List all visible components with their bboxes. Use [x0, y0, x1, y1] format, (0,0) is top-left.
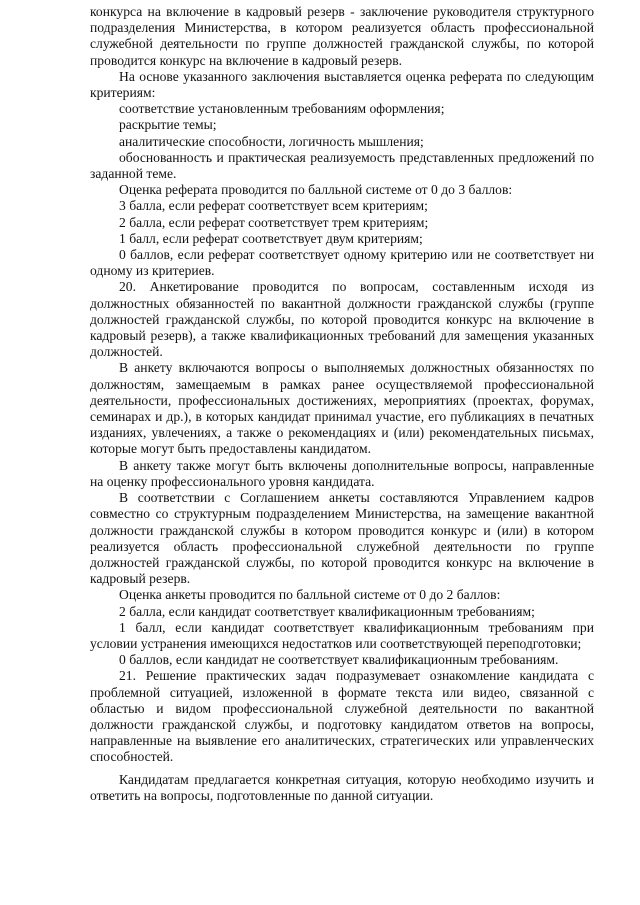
paragraph-assessment-basis: На основе указанного заключения выставляется оценка реферата по следующим критериям: [90, 68, 594, 101]
paragraph-section-20: 20. Анкетирование проводится по вопросам, составленным исходя из должностных обязанностей по вакантной должности гражданской службы (группе должностей гражданской службы, по которой проводится конкурс на включение в кадровый резерв), а также квалификационных требований для замещения указанных должностей. [90, 279, 594, 360]
document-page [90, 4, 594, 804]
score-item: 1 балл, если реферат соответствует двум критериям; [119, 230, 423, 246]
paragraph-questionnaire-content: В анкету включаются вопросы о выполняемых должностных обязанностях по должностям, замещаемым в рамках ранее осуществляемой профессиональной деятельности, профессиональных достижениях, мероприятиях (проектах, форумах, семинарах и др.), в которых кандидат принимал участие, его публикациях в печатных изданиях, увлечениях, а также о рекомендациях и (или) рекомендательных письмах, которые могут быть предоставлены кандидатом. [90, 360, 594, 457]
paragraph-situation: Кандидатам предлагается конкретная ситуация, которую необходимо изучить и ответить на вопросы, подготовленные по данной ситуации. [90, 771, 594, 803]
score-item: 1 балл, если кандидат соответствует квалификационным требованиям при условии устранения имеющихся недостатков или соответствующей переподготовки; [90, 619, 594, 651]
paragraph-continuation: конкурса на включение в кадровый резерв - заключение руководителя структурного подразделения Министерства, в котором реализуется область профессиональной служебной деятельности по группе должностей гражданской службы, по которой проводится конкурс на включение в кадровый резерв. [90, 4, 594, 68]
score-item: 3 балла, если реферат соответствует всем критериям; [119, 198, 428, 214]
score-item: 2 балла, если кандидат соответствует квалификационным требованиям; [119, 603, 535, 619]
paragraph-section-21: 21. Решение практических задач подразумевает ознакомление кандидата с проблемной ситуацией, изложенной в формате текста или видео, связанной с областью и видом профессиональной служебной деятельности по вакантной должности гражданской службы, и подготовку кандидатом ответов на вопросы, направленные на выявление его аналитических, стратегических или управленческих способностей. [90, 668, 594, 765]
score-item: 2 балла, если реферат соответствует трем критериям; [119, 214, 429, 230]
criterion-item: раскрытие темы; [119, 117, 217, 133]
paragraph-questionnaire-scoring: Оценка анкеты проводится по балльной системе от 0 до 2 баллов: [119, 587, 501, 603]
paragraph-essay-scoring: Оценка реферата проводится по балльной системе от 0 до 3 баллов: [119, 182, 513, 198]
score-item: 0 баллов, если кандидат не соответствует квалификационным требованиям. [119, 652, 559, 668]
criterion-item: обоснованность и практическая реализуемость представленных предложений по заданной теме. [90, 149, 594, 182]
score-item: 0 баллов, если реферат соответствует одному критерию или не соответствует ни одному из критериев. [90, 247, 594, 279]
criterion-item: соответствие установленным требованиям оформления; [119, 101, 445, 117]
paragraph-questionnaire-extra: В анкету также могут быть включены дополнительные вопросы, направленные на оценку профессионального уровня кандидата. [90, 457, 594, 489]
paragraph-questionnaire-agreement: В соответствии с Соглашением анкеты составляются Управлением кадров совместно со структурным подразделением Министерства, на замещение вакантной должности гражданской службы в котором проводится конкурс и (или) в котором реализуется область профессиональной служебной деятельности по группе должностей гражданской службы, по которой проводится конкурс на включение в кадровый резерв. [90, 490, 594, 587]
criterion-item: аналитические способности, логичность мышления; [119, 133, 424, 149]
